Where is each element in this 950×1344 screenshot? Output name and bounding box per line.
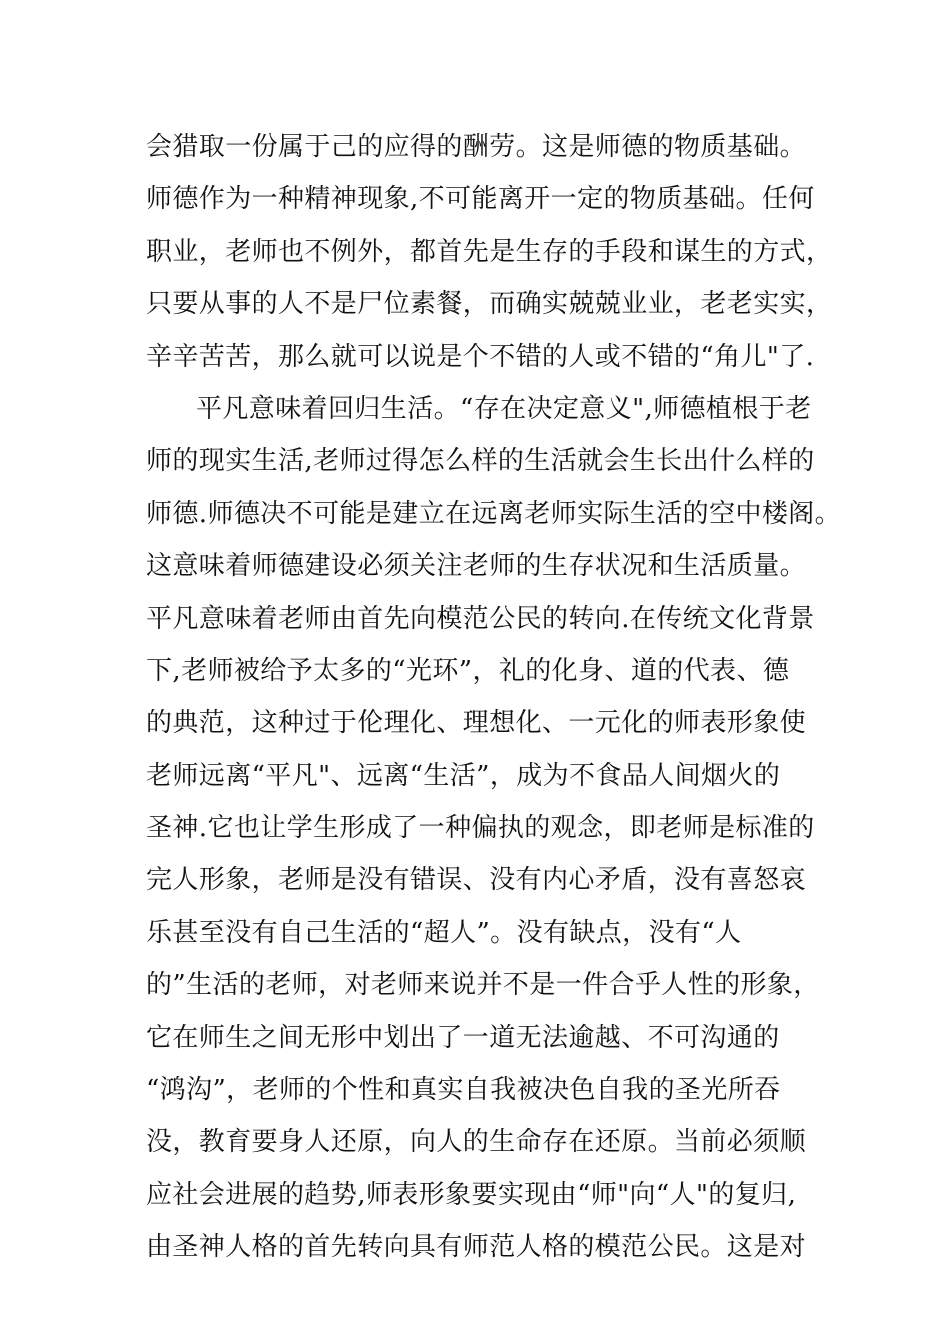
text-line: 只要从事的人不是尸位素餐，而确实兢兢业业，老老实实， [146, 289, 833, 320]
text-line: 下,老师被给予太多的“光环”，礼的化身、道的代表、德 [146, 655, 790, 686]
text-line: 会猎取一份属于己的应得的酬劳。这是师德的物质基础。 [146, 132, 807, 162]
text-line: 的”生活的老师，对老师来说并不是一件合乎人性的形象， [146, 970, 820, 1001]
text-line: 师德.师德决不可能是建立在远离老师实际生活的空中楼阁。 [146, 498, 842, 529]
text-line: “鸿沟”，老师的个性和真实自我被决色自我的圣光所吞 [146, 1075, 781, 1106]
text-line: 师德作为一种精神现象,不可能离开一定的物质基础。任何 [146, 184, 815, 215]
text-line: 它在师生之间无形中划出了一道无法逾越、不可沟通的 [146, 1022, 780, 1053]
text-line: 师的现实生活,老师过得怎么样的生活就会生长出什么样的 [146, 446, 815, 477]
text-line: 职业，老师也不例外，都首先是生存的手段和谋生的方式， [146, 236, 833, 267]
text-line: 这意味着师德建设必须关注老师的生存状况和生活质量。 [146, 551, 807, 582]
paragraph-first-line: 平凡意味着回归生活。“存在决定意义",师德植根于老 [196, 393, 812, 424]
text-line: 的典范，这种过于伦理化、理想化、一元化的师表形象使 [146, 708, 807, 739]
text-line: 完人形象，老师是没有错误、没有内心矛盾，没有喜怒哀 [146, 865, 807, 896]
text-line: 乐甚至没有自己生活的“超人”。没有缺点，没有“人 [146, 917, 742, 948]
text-line: 应社会进展的趋势,师表形象要实现由“师"向“人"的复归, [146, 1179, 797, 1210]
text-line: 圣神.它也让学生形成了一种偏执的观念，即老师是标准的 [146, 813, 815, 844]
text-line: 老师远离“平凡"、远离“生活”，成为不食品人间烟火的 [146, 760, 781, 791]
body-text [146, 125, 842, 1278]
text-line: 辛辛苦苦，那么就可以说是个不错的人或不错的“角儿"了. [146, 341, 815, 372]
text-line: 由圣神人格的首先转向具有师范人格的模范公民。这是对 [146, 1232, 807, 1263]
text-line: 没，教育要身人还原，向人的生命存在还原。当前必须顺 [146, 1127, 807, 1158]
text-line: 平凡意味着老师由首先向模范公民的转向.在传统文化背景 [146, 603, 815, 634]
